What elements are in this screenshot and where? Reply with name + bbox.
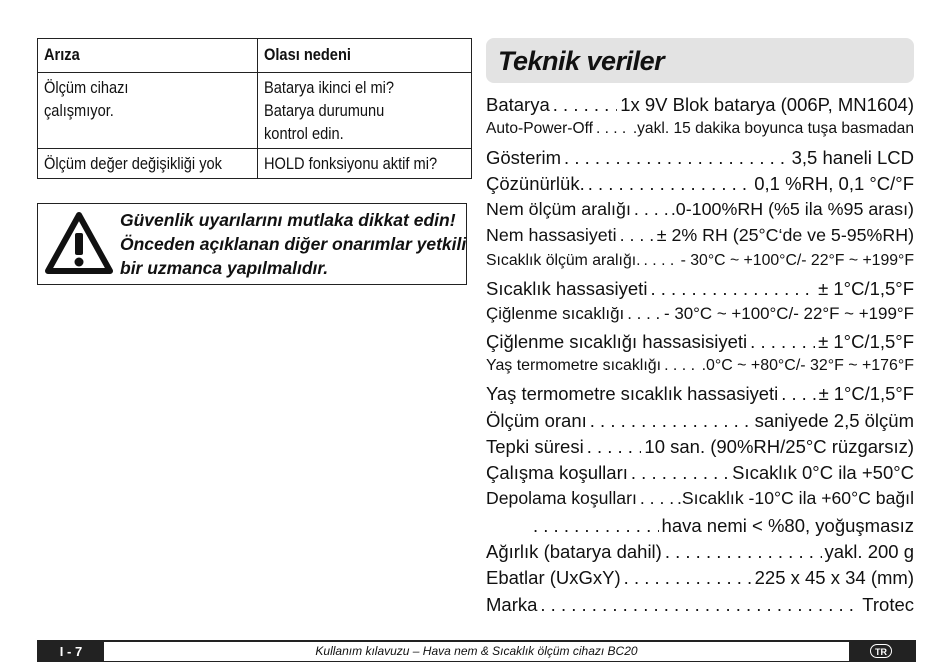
spec-label: Yaş termometre sıcaklık hassasiyeti bbox=[486, 383, 779, 405]
spec-label: Ebatlar (UxGxY) bbox=[486, 567, 621, 589]
safety-warning-box bbox=[37, 203, 467, 285]
spec-value: Trotec bbox=[862, 593, 914, 615]
spec-row bbox=[486, 147, 914, 173]
warning-line: Güvenlik uyarılarını mutlaka dikkat edin! bbox=[120, 210, 456, 230]
spec-row bbox=[486, 278, 914, 304]
spec-label: Gösterim bbox=[486, 146, 562, 168]
warning-line: bir uzmanca yapılmalıdır. bbox=[120, 258, 329, 278]
spec-row bbox=[486, 410, 914, 436]
spec-label: Ölçüm oranı bbox=[486, 409, 587, 431]
spec-row bbox=[486, 541, 914, 567]
dot-leader bbox=[665, 541, 822, 563]
spec-label: Batarya bbox=[486, 94, 550, 115]
dot-leader bbox=[624, 567, 752, 589]
dot-leader bbox=[640, 488, 674, 509]
column-header-fault: Arıza bbox=[38, 39, 258, 73]
spec-value: 1x 9V Blok batarya (006P, MN1604) bbox=[620, 94, 914, 115]
table-header-row bbox=[38, 39, 472, 73]
spec-value: hava nemi < %80, yoğuşmasız bbox=[661, 514, 914, 536]
dot-leader bbox=[634, 199, 668, 220]
dot-leader bbox=[596, 120, 630, 138]
spec-row bbox=[486, 594, 914, 620]
dot-leader bbox=[553, 94, 617, 116]
dot-leader bbox=[627, 304, 661, 324]
spec-value: .0°C ~ +80°C/- 32°F ~ +176°F bbox=[701, 356, 914, 374]
dot-leader bbox=[540, 594, 859, 616]
spec-row bbox=[486, 567, 914, 593]
dot-leader bbox=[781, 383, 815, 405]
warning-line: Önceden açıklanan diğer onarımlar yetkili bbox=[120, 234, 467, 254]
spec-value: 225 x 45 x 34 (mm) bbox=[754, 567, 914, 589]
spec-row bbox=[486, 331, 914, 357]
column-header-cause: Olası nedeni bbox=[257, 39, 471, 73]
spec-row bbox=[486, 383, 914, 409]
manual-title: Kullanım kılavuzu – Hava nem & Sıcaklık ölçüm cihazı BC20 bbox=[315, 644, 638, 658]
spec-label: Çiğlenme sıcaklığı hassasisiyeti bbox=[486, 330, 748, 352]
technical-data-header bbox=[486, 38, 914, 83]
spec-label: Yaş termometre sıcaklığı bbox=[486, 356, 662, 374]
dot-leader bbox=[750, 331, 815, 353]
language-badge-area bbox=[849, 642, 915, 661]
spec-value: ± 1°C/1,5°F bbox=[818, 383, 914, 405]
page-number: I - 7 bbox=[38, 642, 104, 661]
spec-label: Depolama koşulları bbox=[486, 488, 637, 509]
dot-leader bbox=[587, 436, 642, 458]
spec-row bbox=[486, 515, 914, 541]
warning-triangle-icon bbox=[44, 210, 114, 276]
spec-value: saniyede 2,5 ölçüm bbox=[754, 409, 914, 431]
dot-leader bbox=[631, 462, 729, 484]
spec-label: Tepki süresi bbox=[486, 435, 584, 457]
spec-label: Çalışma koşulları bbox=[486, 462, 628, 484]
spec-value: yakl. 200 g bbox=[824, 541, 914, 563]
spec-row bbox=[486, 225, 914, 251]
spec-value: - 30°C ~ +100°C/- 22°F ~ +199°F bbox=[663, 304, 914, 324]
spec-value: .0-100%RH (%5 ila %95 arası) bbox=[670, 199, 914, 220]
dot-leader bbox=[588, 173, 752, 195]
dot-leader bbox=[564, 147, 789, 169]
spec-row bbox=[486, 120, 914, 146]
fault-cell: Ölçüm değer değişikliği yok bbox=[38, 149, 258, 179]
spec-label: Auto-Power-Off bbox=[486, 120, 593, 138]
language-badge: TR bbox=[870, 644, 892, 658]
spec-label: Çözünürlük. bbox=[486, 172, 585, 194]
spec-row bbox=[486, 173, 914, 199]
spec-value: 0,1 %RH, 0,1 °C/°F bbox=[754, 172, 914, 194]
spec-label: Çiğlenme sıcaklığı bbox=[486, 304, 625, 324]
spec-value: .yakl. 15 dakika boyunca tuşa basmadan bbox=[632, 120, 914, 138]
page-footer bbox=[37, 640, 916, 662]
cause-cell: HOLD fonksiyonu aktif mi? bbox=[257, 149, 471, 179]
spec-value: - 30°C ~ +100°C/- 22°F ~ +199°F bbox=[680, 251, 914, 269]
spec-value: ± 2% RH (25°C‘de ve 5-95%RH) bbox=[656, 225, 914, 246]
spec-row bbox=[486, 436, 914, 462]
table-row bbox=[38, 73, 472, 149]
section-title: Teknik veriler bbox=[498, 46, 665, 76]
dot-leader bbox=[533, 515, 659, 537]
spec-row bbox=[486, 94, 914, 120]
dot-leader bbox=[650, 278, 815, 300]
dot-leader bbox=[664, 357, 698, 375]
spec-label: Nem ölçüm aralığı bbox=[486, 199, 631, 220]
dot-leader bbox=[644, 252, 678, 270]
spec-value: .Sıcaklık -10°C ila +60°C bağıl bbox=[677, 488, 914, 509]
cause-cell: Batarya ikinci el mi? Batarya durumunu kontrol edin. bbox=[257, 73, 471, 149]
fault-cell: Ölçüm cihazı çalışmıyor. bbox=[38, 73, 258, 149]
technical-specs-list bbox=[486, 94, 914, 620]
table-row bbox=[38, 149, 472, 179]
spec-row bbox=[486, 357, 914, 383]
spec-label: Sıcaklık hassasiyeti bbox=[486, 278, 648, 300]
spec-row bbox=[486, 488, 914, 514]
spec-value: ± 1°C/1,5°F bbox=[818, 330, 914, 352]
spec-row bbox=[486, 199, 914, 225]
warning-text bbox=[120, 208, 467, 280]
spec-value: Sıcaklık 0°C ila +50°C bbox=[732, 462, 914, 484]
spec-row bbox=[486, 252, 914, 278]
spec-value: 10 san. (90%RH/25°C rüzgarsız) bbox=[644, 435, 914, 457]
spec-value: 3,5 haneli LCD bbox=[791, 146, 914, 168]
dot-leader bbox=[620, 225, 654, 246]
spec-label: Marka bbox=[486, 593, 538, 615]
spec-label: Ağırlık (batarya dahil) bbox=[486, 541, 662, 563]
spec-row bbox=[486, 304, 914, 330]
spec-value: ± 1°C/1,5°F bbox=[818, 278, 914, 300]
dot-leader bbox=[590, 410, 752, 432]
spec-label: Sıcaklık ölçüm aralığı. bbox=[486, 251, 641, 269]
troubleshooting-table bbox=[37, 38, 472, 179]
spec-row bbox=[486, 462, 914, 488]
spec-label: Nem hassasiyeti bbox=[486, 225, 617, 246]
